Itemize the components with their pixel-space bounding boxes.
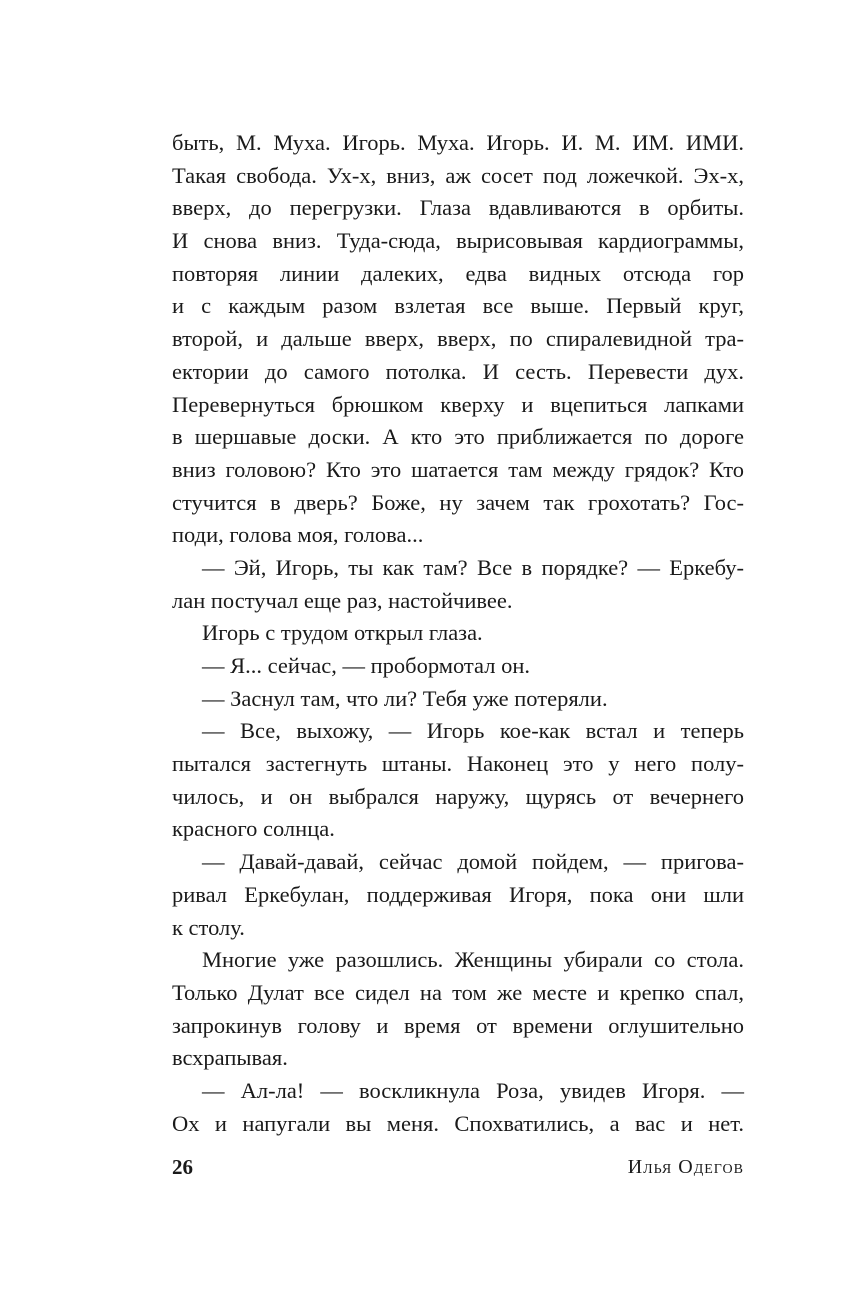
text-line: Ох и напугали вы меня. Спохватились, а вас и нет.	[172, 1110, 744, 1136]
text-line: — Заснул там, что ли? Тебя уже потеряли.	[202, 685, 608, 711]
text-line: чилось, и он выбрался наружу, щурясь от вечернего	[172, 783, 744, 809]
text-line: Многие уже разошлись. Женщины убирали со стола.	[202, 947, 744, 973]
text-line: в шершавые доски. А кто это приближается по дороге	[172, 424, 744, 450]
text-line: Перевернуться брюшком кверху и вцепиться лапками	[172, 391, 744, 417]
text-line: — Эй, Игорь, ты как там? Все в порядке? — Еркебу-	[202, 554, 744, 580]
text-line: — Ал-ла! — воскликнула Роза, увидев Игоря. —	[202, 1077, 744, 1103]
text-line: стучится в дверь? Боже, ну зачем так грохотать? Гос-	[172, 489, 744, 515]
text-line: и с каждым разом взлетая все выше. Первый круг,	[172, 293, 744, 319]
body-text	[172, 127, 744, 1140]
text-line: Только Дулат все сидел на том же месте и крепко спал,	[172, 979, 744, 1005]
text-line: пытался застегнуть штаны. Наконец это у него полу-	[172, 751, 744, 777]
running-author-name: Илья Одегов	[627, 1156, 744, 1178]
text-line: красного солнца.	[172, 816, 335, 842]
text-line: запрокинув голову и время от времени оглушительно	[172, 1012, 744, 1038]
text-line: — Я... сейчас, — пробормотал он.	[202, 653, 530, 678]
text-line: ектории до самого потолка. И сесть. Перевести дух.	[172, 358, 744, 384]
text-line: И снова вниз. Туда-сюда, вырисовывая кардиограммы,	[172, 228, 744, 254]
text-line: вниз головою? Кто это шатается там между грядок? Кто	[172, 456, 744, 482]
page-number: 26	[172, 1155, 193, 1179]
text-line: — Все, выхожу, — Игорь кое-как встал и теперь	[202, 718, 744, 744]
text-line: — Давай-давай, сейчас домой пойдем, — пригова-	[202, 849, 744, 875]
text-line: вверх, до перегрузки. Глаза вдавливаются в орбиты.	[172, 195, 744, 221]
text-line: поди, голова моя, голова...	[172, 522, 424, 548]
text-line: ривал Еркебулан, поддерживая Игоря, пока они шли	[172, 881, 744, 907]
page-footer	[172, 1152, 744, 1182]
text-line: Такая свобода. Ух-х, вниз, аж сосет под ложечкой. Эх-х,	[172, 162, 744, 188]
text-line: лан постучал еще раз, настойчивее.	[172, 587, 513, 613]
text-line: быть, М. Муха. Игорь. Муха. Игорь. И. М. ИМ. ИМИ.	[172, 130, 744, 155]
text-line: к столу.	[172, 914, 245, 940]
text-line: всхрапывая.	[172, 1045, 288, 1071]
text-line: повторяя линии далеких, едва видных отсюда гор	[172, 260, 744, 286]
text-line: Игорь с трудом открыл глаза.	[202, 620, 483, 646]
text-line: второй, и дальше вверх, вверх, по спиралевидной тра-	[172, 326, 744, 352]
